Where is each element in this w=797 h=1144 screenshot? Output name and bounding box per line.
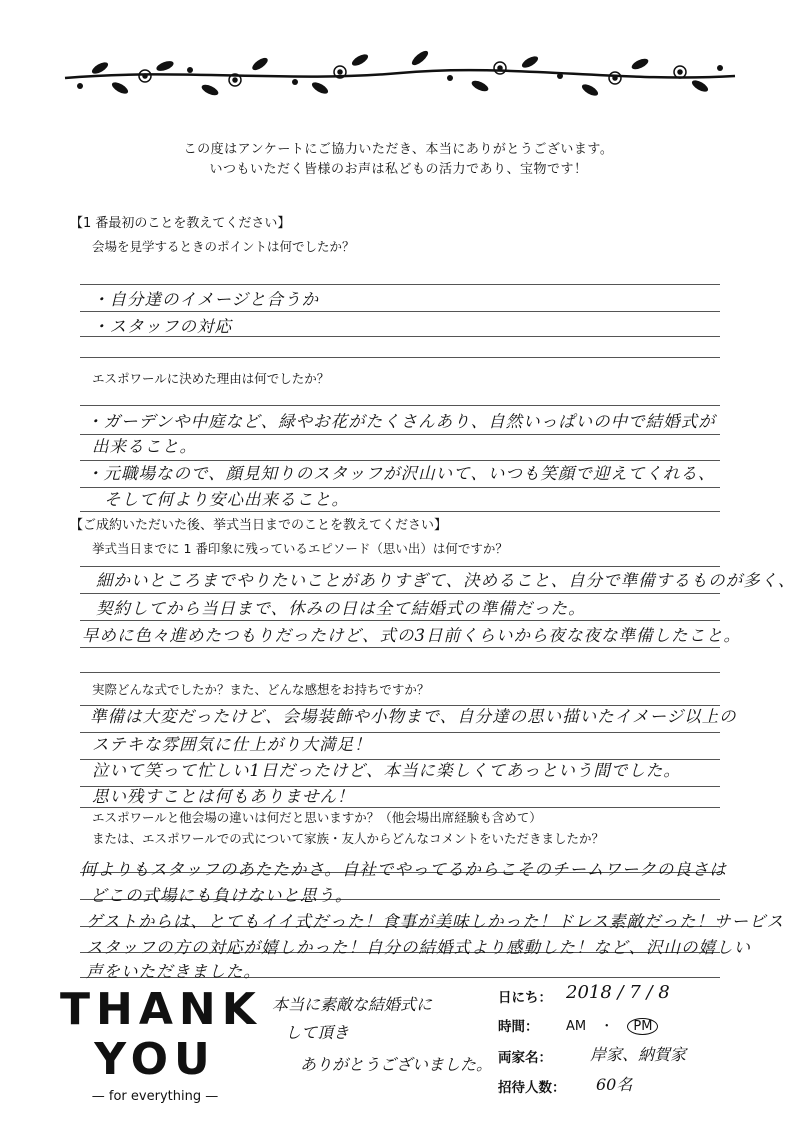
answer-line: そして何より安心出来ること。	[104, 490, 349, 509]
section2-question-1: 挙式当日までに 1 番印象に残っているエピソード（思い出）は何ですか？	[92, 541, 508, 556]
guests-label: 招待人数：	[498, 1080, 566, 1096]
section2-question-2: 実際どんな式でしたか？また、どんな感想をお持ちですか？	[92, 682, 430, 697]
botanical-banner	[60, 38, 740, 118]
date-value: 2018 / 7 / 8	[566, 982, 670, 1003]
answer-line: どこの式場にも負けないと思う。	[90, 886, 353, 905]
thank-text: THANK	[60, 984, 262, 1035]
answer-line: 細かいところまでやりたいことがありすぎて、決めること、自分で準備するものが多く、	[96, 571, 796, 590]
intro-line-2: いつもいただく皆様のお声は私どもの活力であり、宝物です！	[209, 162, 588, 177]
answer-line: ・スタッフの対応	[92, 317, 232, 336]
section1-heading: 【1 番最初のことを教えてください】	[70, 216, 291, 231]
time-label: 時間：	[498, 1019, 539, 1035]
section2-question-3a: エスポワールと他会場の違いは何だと思いますか？（他会場出席経験も含めて）	[92, 810, 542, 825]
separator: ・	[600, 1019, 614, 1034]
answer-line: 泣いて笑って忙しい1日だったけど、本当に楽しくてあっという間でした。	[92, 761, 681, 780]
message-line: して頂き	[285, 1023, 350, 1042]
guests-value: 60名	[596, 1075, 633, 1094]
section1-question-2: エスポワールに決めた理由は何でしたか？	[92, 371, 330, 386]
answer-line: 声をいただきました。	[86, 962, 261, 981]
answer-line: ・元職場なので、顔見知りのスタッフが沢山いて、いつも笑顔で迎えてくれる、	[86, 464, 716, 483]
answer-line: 思い残すことは何もありません！	[92, 787, 355, 806]
am-option: AM	[566, 1019, 587, 1034]
date-label: 日にち：	[498, 990, 552, 1006]
answer-line: 早めに色々進めたつもりだったけど、式の3日前くらいから夜な夜な準備したこと。	[82, 626, 741, 645]
answer-line: 準備は大変だったけど、会場装飾や小物まで、自分達の思い描いたイメージ以上の	[90, 707, 737, 726]
pm-option-circled: PM	[627, 1018, 658, 1035]
answer-line: ステキな雰囲気に仕上がり大満足！	[92, 735, 372, 754]
answer-line: ・ガーデンや中庭など、緑やお花がたくさんあり、自然いっぱいの中で結婚式が	[86, 412, 716, 431]
for-everything-text: — for everything —	[91, 1089, 219, 1104]
answer-line: ゲストからは、とてもイイ式だった！食事が美味しかった！ドレス素敵だった！サービス	[86, 912, 785, 931]
section1-question-1: 会場を見学するときのポイントは何でしたか？	[92, 239, 355, 254]
section2-question-3b: または、エスポワールでの式について家族・友人からどんなコメントをいただきましたか？	[92, 831, 605, 846]
answer-line: スタッフの方の対応が嬉しかった！自分の結婚式より感動した！など、沢山の嬉しい	[86, 938, 751, 957]
section2-heading: 【ご成約いただいた後、挙式当日までのことを教えてください】	[70, 518, 448, 533]
answer-line: 契約してから当日まで、休みの日は全て結婚式の準備だった。	[96, 599, 586, 618]
intro-line-1: この度はアンケートにご協力いただき、本当にありがとうございます。	[183, 142, 614, 157]
answer-line: ・自分達のイメージと合うか	[92, 290, 320, 309]
family-label: 両家名：	[498, 1050, 552, 1066]
answer-line: 出来ること。	[92, 437, 197, 456]
you-text: YOU	[94, 1034, 216, 1085]
thank-you-logo	[60, 984, 262, 1104]
time-options	[566, 1015, 658, 1034]
family-value: 岸家、納賀家	[590, 1045, 687, 1064]
message-line: 本当に素敵な結婚式に	[272, 995, 433, 1014]
answer-line: 何よりもスタッフのあたたかさ。自社でやってるからこそのチームワークの良さは	[80, 860, 727, 879]
message-line: ありがとうございました。	[300, 1055, 493, 1074]
